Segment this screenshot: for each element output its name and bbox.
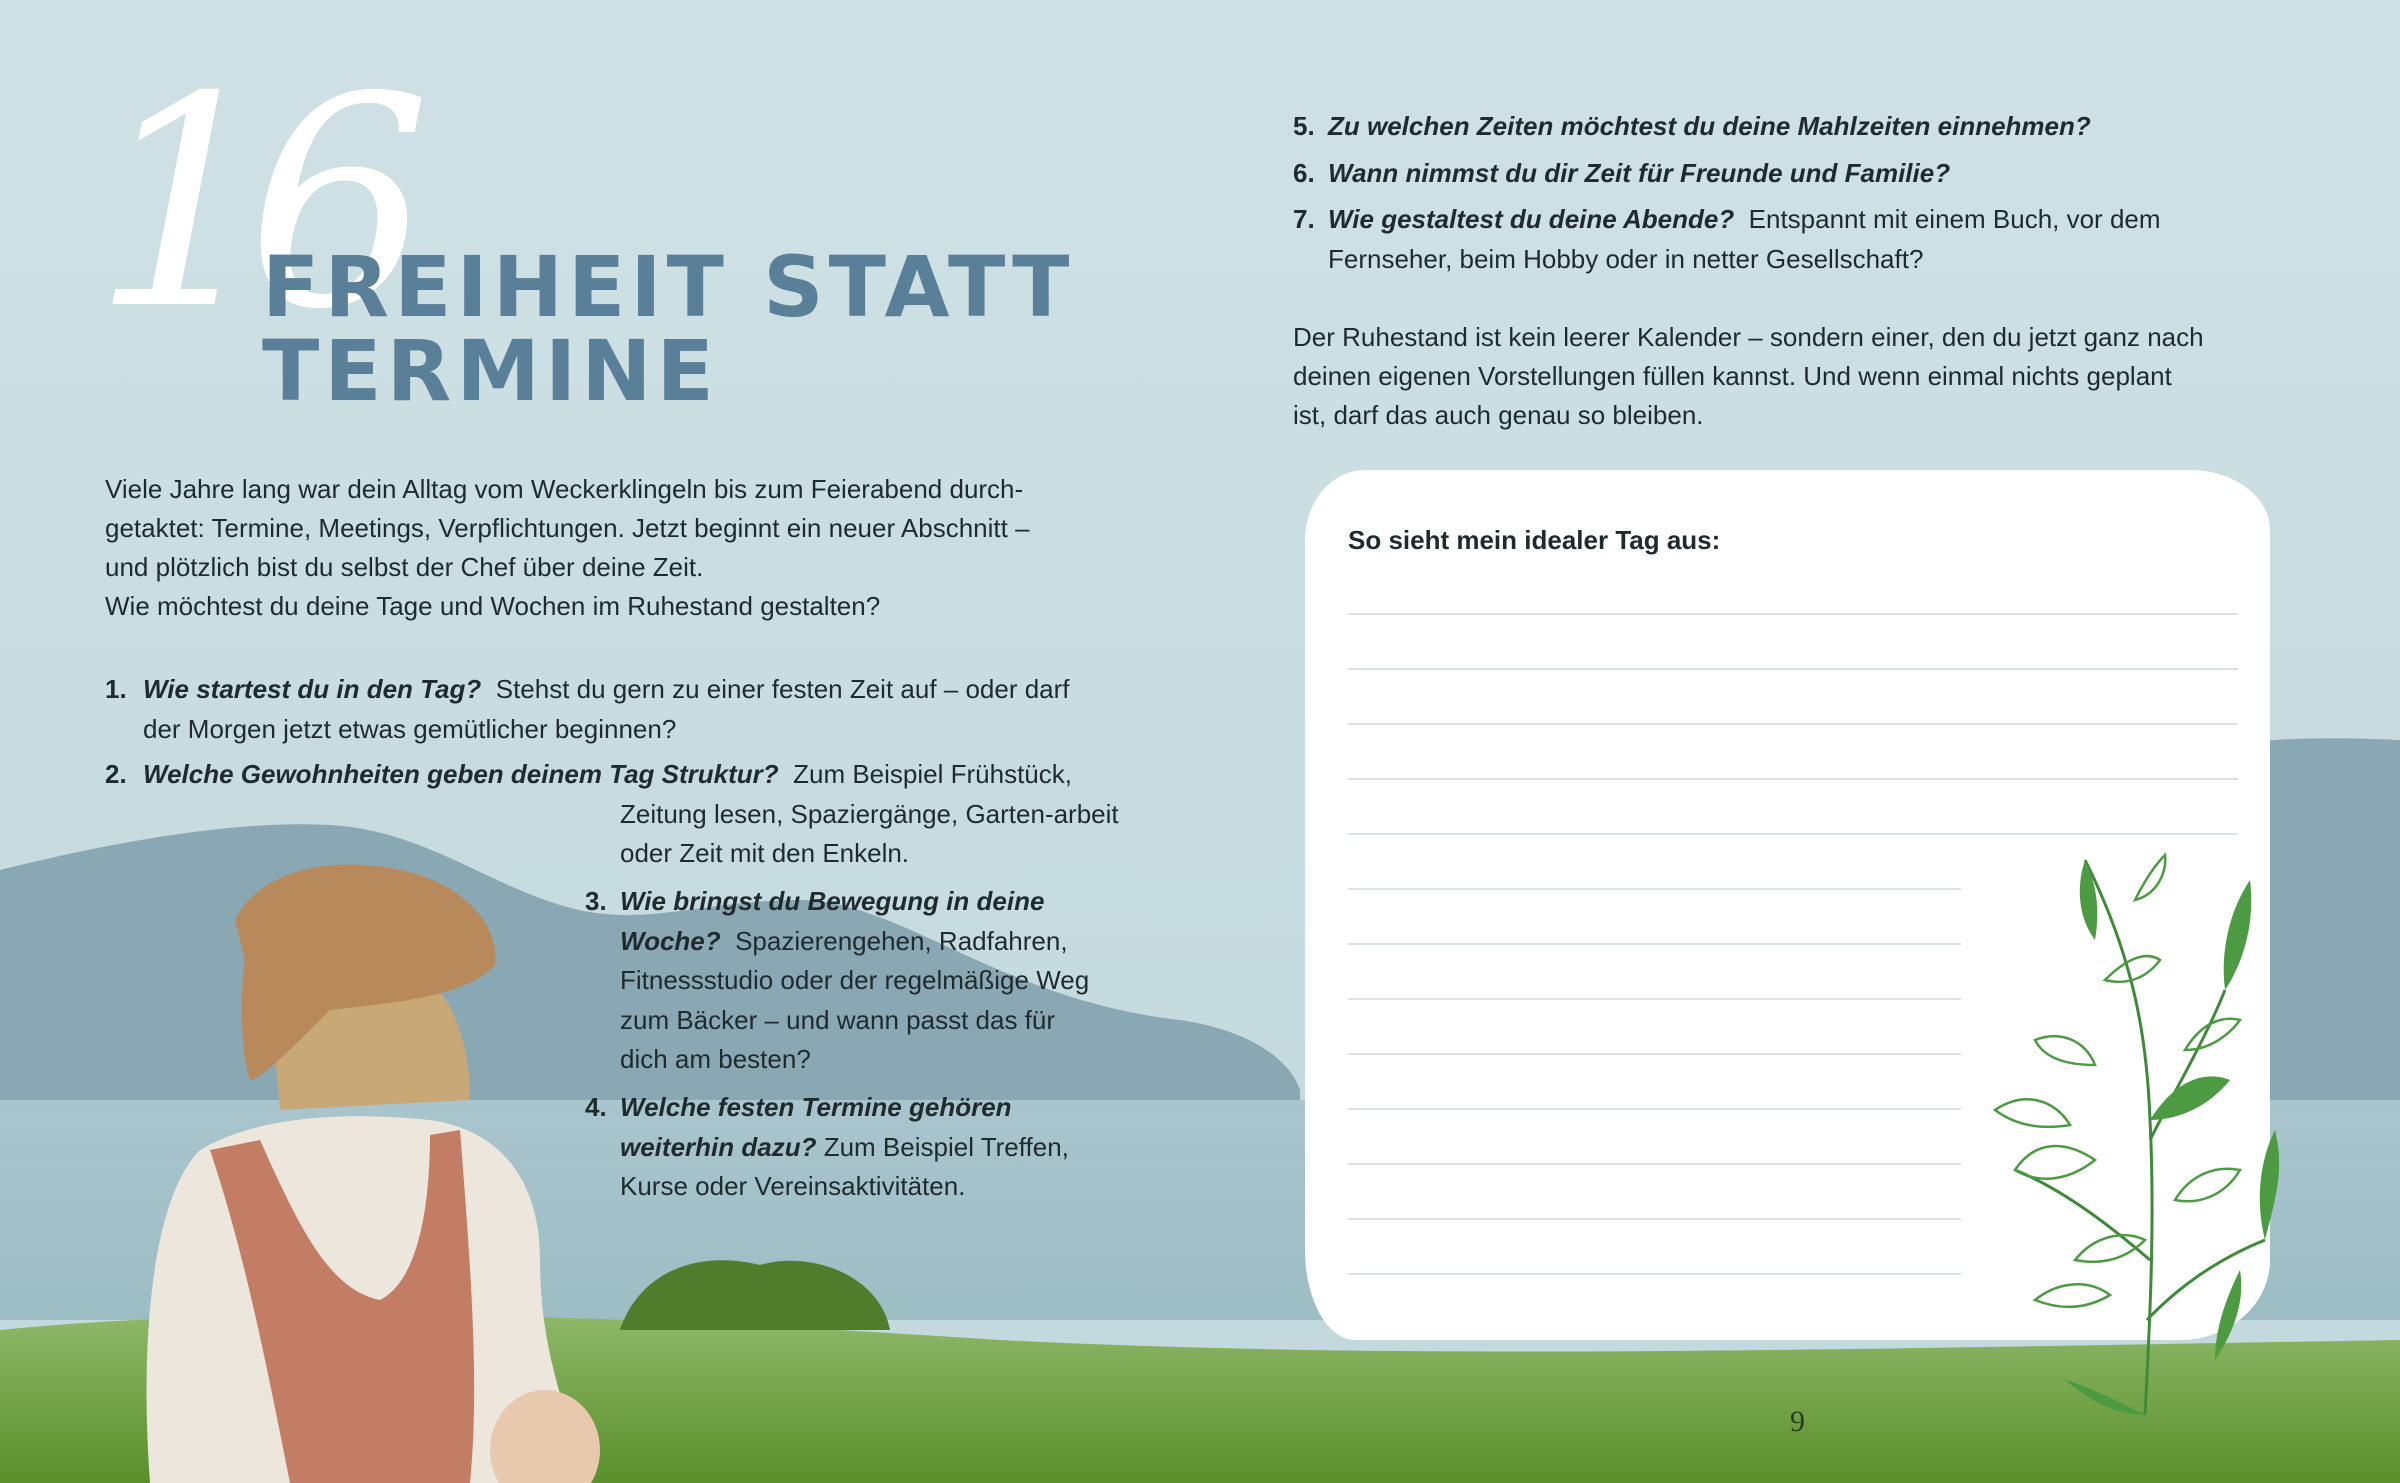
writing-line[interactable] [1348, 723, 2238, 725]
question-number: 5. [1293, 111, 1315, 141]
question-text: Zum Beispiel Treffen, Kurse oder Vereinsaktivitäten. [620, 1131, 1069, 1201]
question-number: 3. [585, 886, 607, 916]
question-6 [1293, 154, 2293, 194]
question-1 [105, 670, 1105, 749]
question-2 [105, 755, 1119, 874]
closing-line: Der Ruhestand ist kein leerer Kalender – sondern einer, den du jetzt ganz nach [1293, 322, 2204, 352]
question-number: 4. [585, 1092, 607, 1122]
writing-line[interactable] [1348, 998, 1961, 1000]
question-text: Stehst du gern zu einer festen Zeit auf – oder darf der Morgen jetzt etwas gemütlicher beginnen? [143, 674, 1070, 744]
question-text: Entspannt mit einem Buch, vor dem Fernseher, beim Hobby oder in netter Gesellschaft? [1328, 204, 2161, 274]
chapter-number: 16 [92, 36, 402, 373]
question-title: Wie bringst du Bewegung in deine Woche? [620, 886, 1045, 956]
writing-line[interactable] [1348, 943, 1961, 945]
question-number: 2. [105, 759, 127, 789]
question-title: Zu welchen Zeiten möchtest du deine Mahlzeiten einnehmen? [1328, 111, 2091, 141]
closing-paragraph [1293, 318, 2253, 435]
intro-line: getaktet: Termine, Meetings, Verpflichtungen. Jetzt beginnt ein neuer Abschnitt – [105, 513, 1030, 543]
question-title: Wie startest du in den Tag? [143, 674, 482, 704]
writing-line[interactable] [1348, 888, 1961, 890]
question-title: Welche festen Termine gehören weiterhin dazu? [620, 1092, 1012, 1162]
intro-paragraph [105, 470, 1105, 626]
writing-line[interactable] [1348, 778, 2238, 780]
question-title: Wie gestaltest du deine Abende? [1328, 204, 1735, 234]
writing-line[interactable] [1348, 1163, 1961, 1165]
question-7 [1293, 200, 2273, 279]
question-text: Spazierengehen, Radfahren, Fitnessstudio oder der regelmäßige Weg zum Bäcker – und wann passt das für dich am besten? [620, 925, 1090, 1074]
question-5 [1293, 107, 2293, 147]
writing-line[interactable] [1348, 1218, 1961, 1220]
question-number: 1. [105, 674, 127, 704]
closing-line: deinen eigenen Vorstellungen füllen kannst. Und wenn einmal nichts geplant [1293, 361, 2172, 391]
intro-line: Viele Jahre lang war dein Alltag vom Weckerklingeln bis zum Feierabend durch- [105, 474, 1024, 504]
chapter-title-line2: TERMINE [262, 322, 719, 420]
writing-line[interactable] [1348, 1053, 1961, 1055]
question-3 [585, 882, 1105, 1080]
writing-line[interactable] [1348, 833, 2238, 835]
question-4 [585, 1088, 1105, 1207]
writing-line[interactable] [1348, 668, 2238, 670]
leaf-branch-illustration [1975, 840, 2305, 1420]
intro-line: und plötzlich bist du selbst der Chef über deine Zeit. [105, 552, 704, 582]
intro-line: Wie möchtest du deine Tage und Wochen im Ruhestand gestalten? [105, 591, 881, 621]
chapter-title [262, 238, 1075, 420]
question-title: Wann nimmst du dir Zeit für Freunde und Familie? [1328, 158, 1951, 188]
question-number: 7. [1293, 204, 1315, 234]
writing-line[interactable] [1348, 1108, 1961, 1110]
question-text-continued: Zeitung lesen, Spaziergänge, Garten-arbeit oder Zeit mit den Enkeln. [620, 798, 1119, 868]
page-number: 9 [1790, 1405, 1805, 1438]
notecard-label: So sieht mein idealer Tag aus: [1348, 525, 1721, 555]
question-text: Zum Beispiel Frühstück, [793, 759, 1072, 789]
closing-line: ist, darf das auch genau so bleiben. [1293, 400, 1704, 430]
writing-line[interactable] [1348, 1273, 1961, 1275]
question-number: 6. [1293, 158, 1315, 188]
chapter-title-line1: FREIHEIT STATT [262, 238, 1075, 336]
writing-line[interactable] [1348, 613, 2238, 615]
question-title: Welche Gewohnheiten geben deinem Tag Struktur? [143, 759, 779, 789]
